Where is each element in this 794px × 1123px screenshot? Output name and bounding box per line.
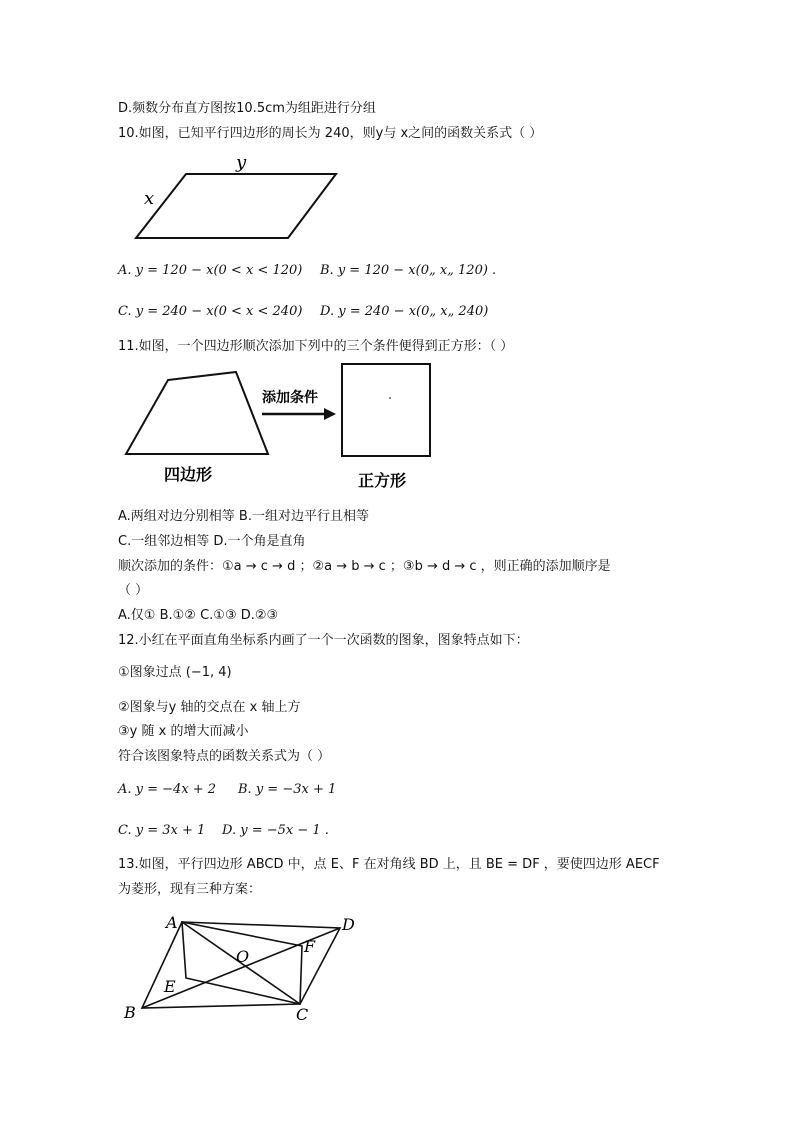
q12-stem: 12.小红在平面直角坐标系内画了一个一次函数的图象，图象特点如下： — [118, 633, 529, 648]
q11-choices: A.仅① B.①② C.①③ D.②③ — [118, 608, 279, 623]
q13-stem-line-1: 13.如图，平行四边形 ABCD 中，点 E、F 在对角线 BD 上，且 BE = DF ，要使四边形 AECF — [118, 857, 660, 872]
q11-stem: 11.如图，一个四边形顺次添加下列中的三个条件便得到正方形：（ ） — [118, 339, 514, 354]
q10-parallelogram-figure — [128, 150, 348, 246]
q12-feature-2: ②图象与y 轴的交点在 x 轴上方 — [118, 700, 301, 715]
label-O: O — [236, 947, 250, 966]
q11-conditions-ab: A.两组对边分别相等 B.一组对边平行且相等 — [118, 509, 369, 524]
q12-option-b: B. y = −3x + 1 — [238, 782, 337, 797]
label-x: x — [144, 188, 155, 209]
label-C: C — [296, 1005, 309, 1024]
q13-parallelogram-figure — [118, 908, 368, 1028]
right-caption: 正方形 — [358, 471, 407, 490]
quadrilateral-shape — [126, 372, 268, 454]
label-F: F — [304, 937, 316, 956]
q11-paren: （ ） — [118, 583, 149, 598]
q10-option-c: C. y = 240 − x(0 < x < 240) — [118, 304, 303, 319]
q10-option-d: D. y = 240 − x(0„ x„ 240) — [320, 304, 489, 319]
q10-option-a: A. y = 120 − x(0 < x < 120) — [118, 263, 303, 278]
q13-stem-line-2: 为菱形，现有三种方案： — [118, 882, 262, 897]
q12-feature-3: ③y 随 x 的增大而减小 — [118, 724, 249, 739]
q12-ask: 符合该图象特点的函数关系式为（ ） — [118, 749, 331, 764]
arrow-head-icon — [324, 408, 336, 420]
q10-option-b: B. y = 120 − x(0„ x„ 120) . — [320, 263, 497, 278]
square-shape — [342, 364, 430, 456]
left-caption: 四边形 — [164, 465, 213, 484]
q11-conditions-cd: C.一组邻边相等 D.一个角是直角 — [118, 534, 306, 549]
q9-option-d: D.频数分布直方图按10.5cm为组距进行分组 — [118, 101, 376, 116]
q12-feature-1: ①图象过点 (−1, 4) — [118, 665, 232, 680]
label-y: y — [236, 152, 247, 173]
q10-stem: 10.如图，已知平行四边形的周长为 240，则y与 x之间的函数关系式（ ） — [118, 126, 543, 141]
arrow-label: 添加条件 — [262, 390, 318, 406]
label-A: A — [166, 913, 178, 932]
label-D: D — [342, 915, 355, 934]
parallelogram-shape — [136, 174, 336, 238]
q11-order: 顺次添加的条件：①a → c → d ；②a → b → c ；③b → d → c ，则正确的添加顺序是 — [118, 559, 611, 574]
q12-option-d: D. y = −5x − 1 . — [222, 823, 329, 838]
q12-option-a: A. y = −4x + 2 — [118, 782, 217, 797]
q12-option-c: C. y = 3x + 1 — [118, 823, 206, 838]
q11-figure — [118, 358, 448, 494]
label-B: B — [124, 1003, 136, 1022]
label-E: E — [164, 977, 176, 996]
